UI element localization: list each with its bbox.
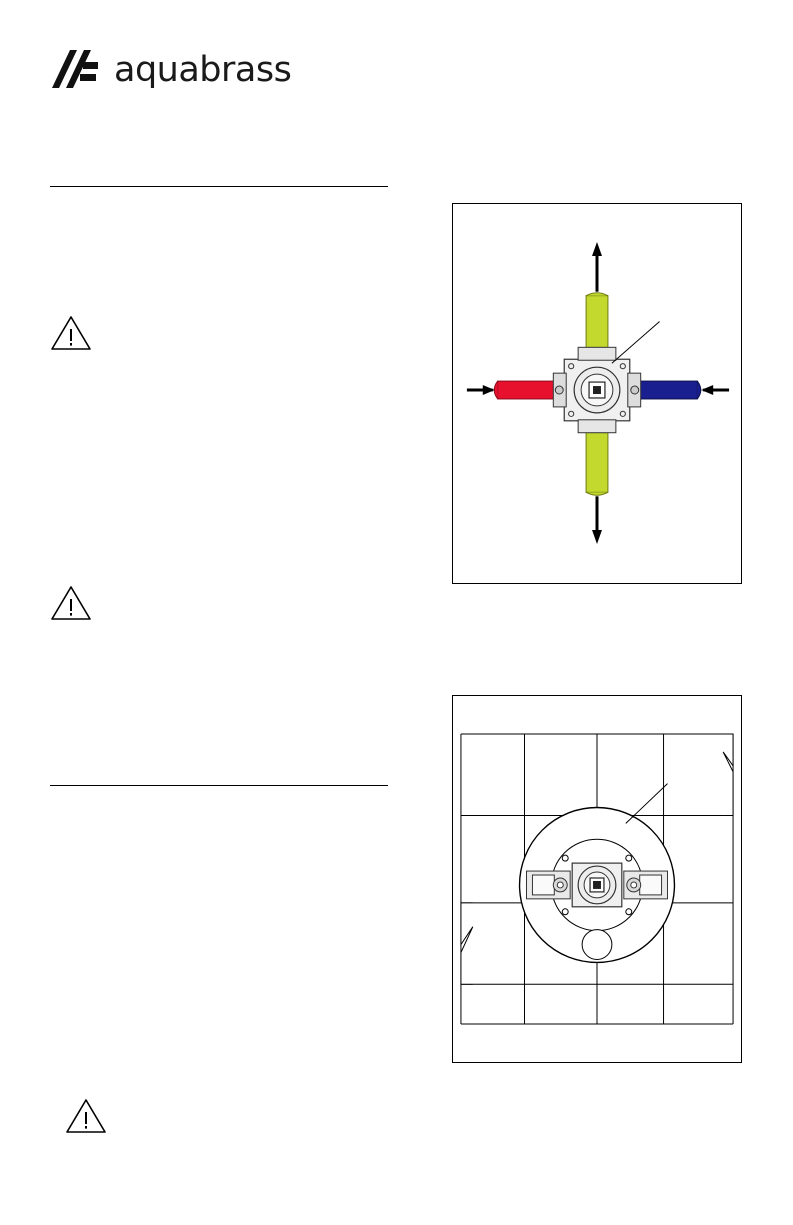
leader-line [612, 322, 660, 364]
flow-arrow-cold [701, 385, 729, 395]
valve-wall-installation-diagram [452, 695, 742, 1063]
brand-logo [50, 48, 291, 92]
flow-arrow-down [592, 496, 602, 544]
warning-triangle-icon [50, 315, 92, 351]
valve-body-flow-diagram [452, 203, 742, 584]
section-divider-2 [50, 785, 388, 786]
valve-body [553, 347, 640, 432]
warning-triangle-icon [50, 585, 92, 621]
flow-arrow-hot [467, 385, 495, 395]
aquabrass-logo-icon [50, 48, 100, 92]
flow-arrow-up [592, 242, 602, 292]
warning-triangle-icon [65, 1098, 107, 1134]
leader-line [626, 784, 668, 824]
section-divider-1 [50, 186, 388, 187]
brand-name: aquabrass [114, 49, 292, 90]
